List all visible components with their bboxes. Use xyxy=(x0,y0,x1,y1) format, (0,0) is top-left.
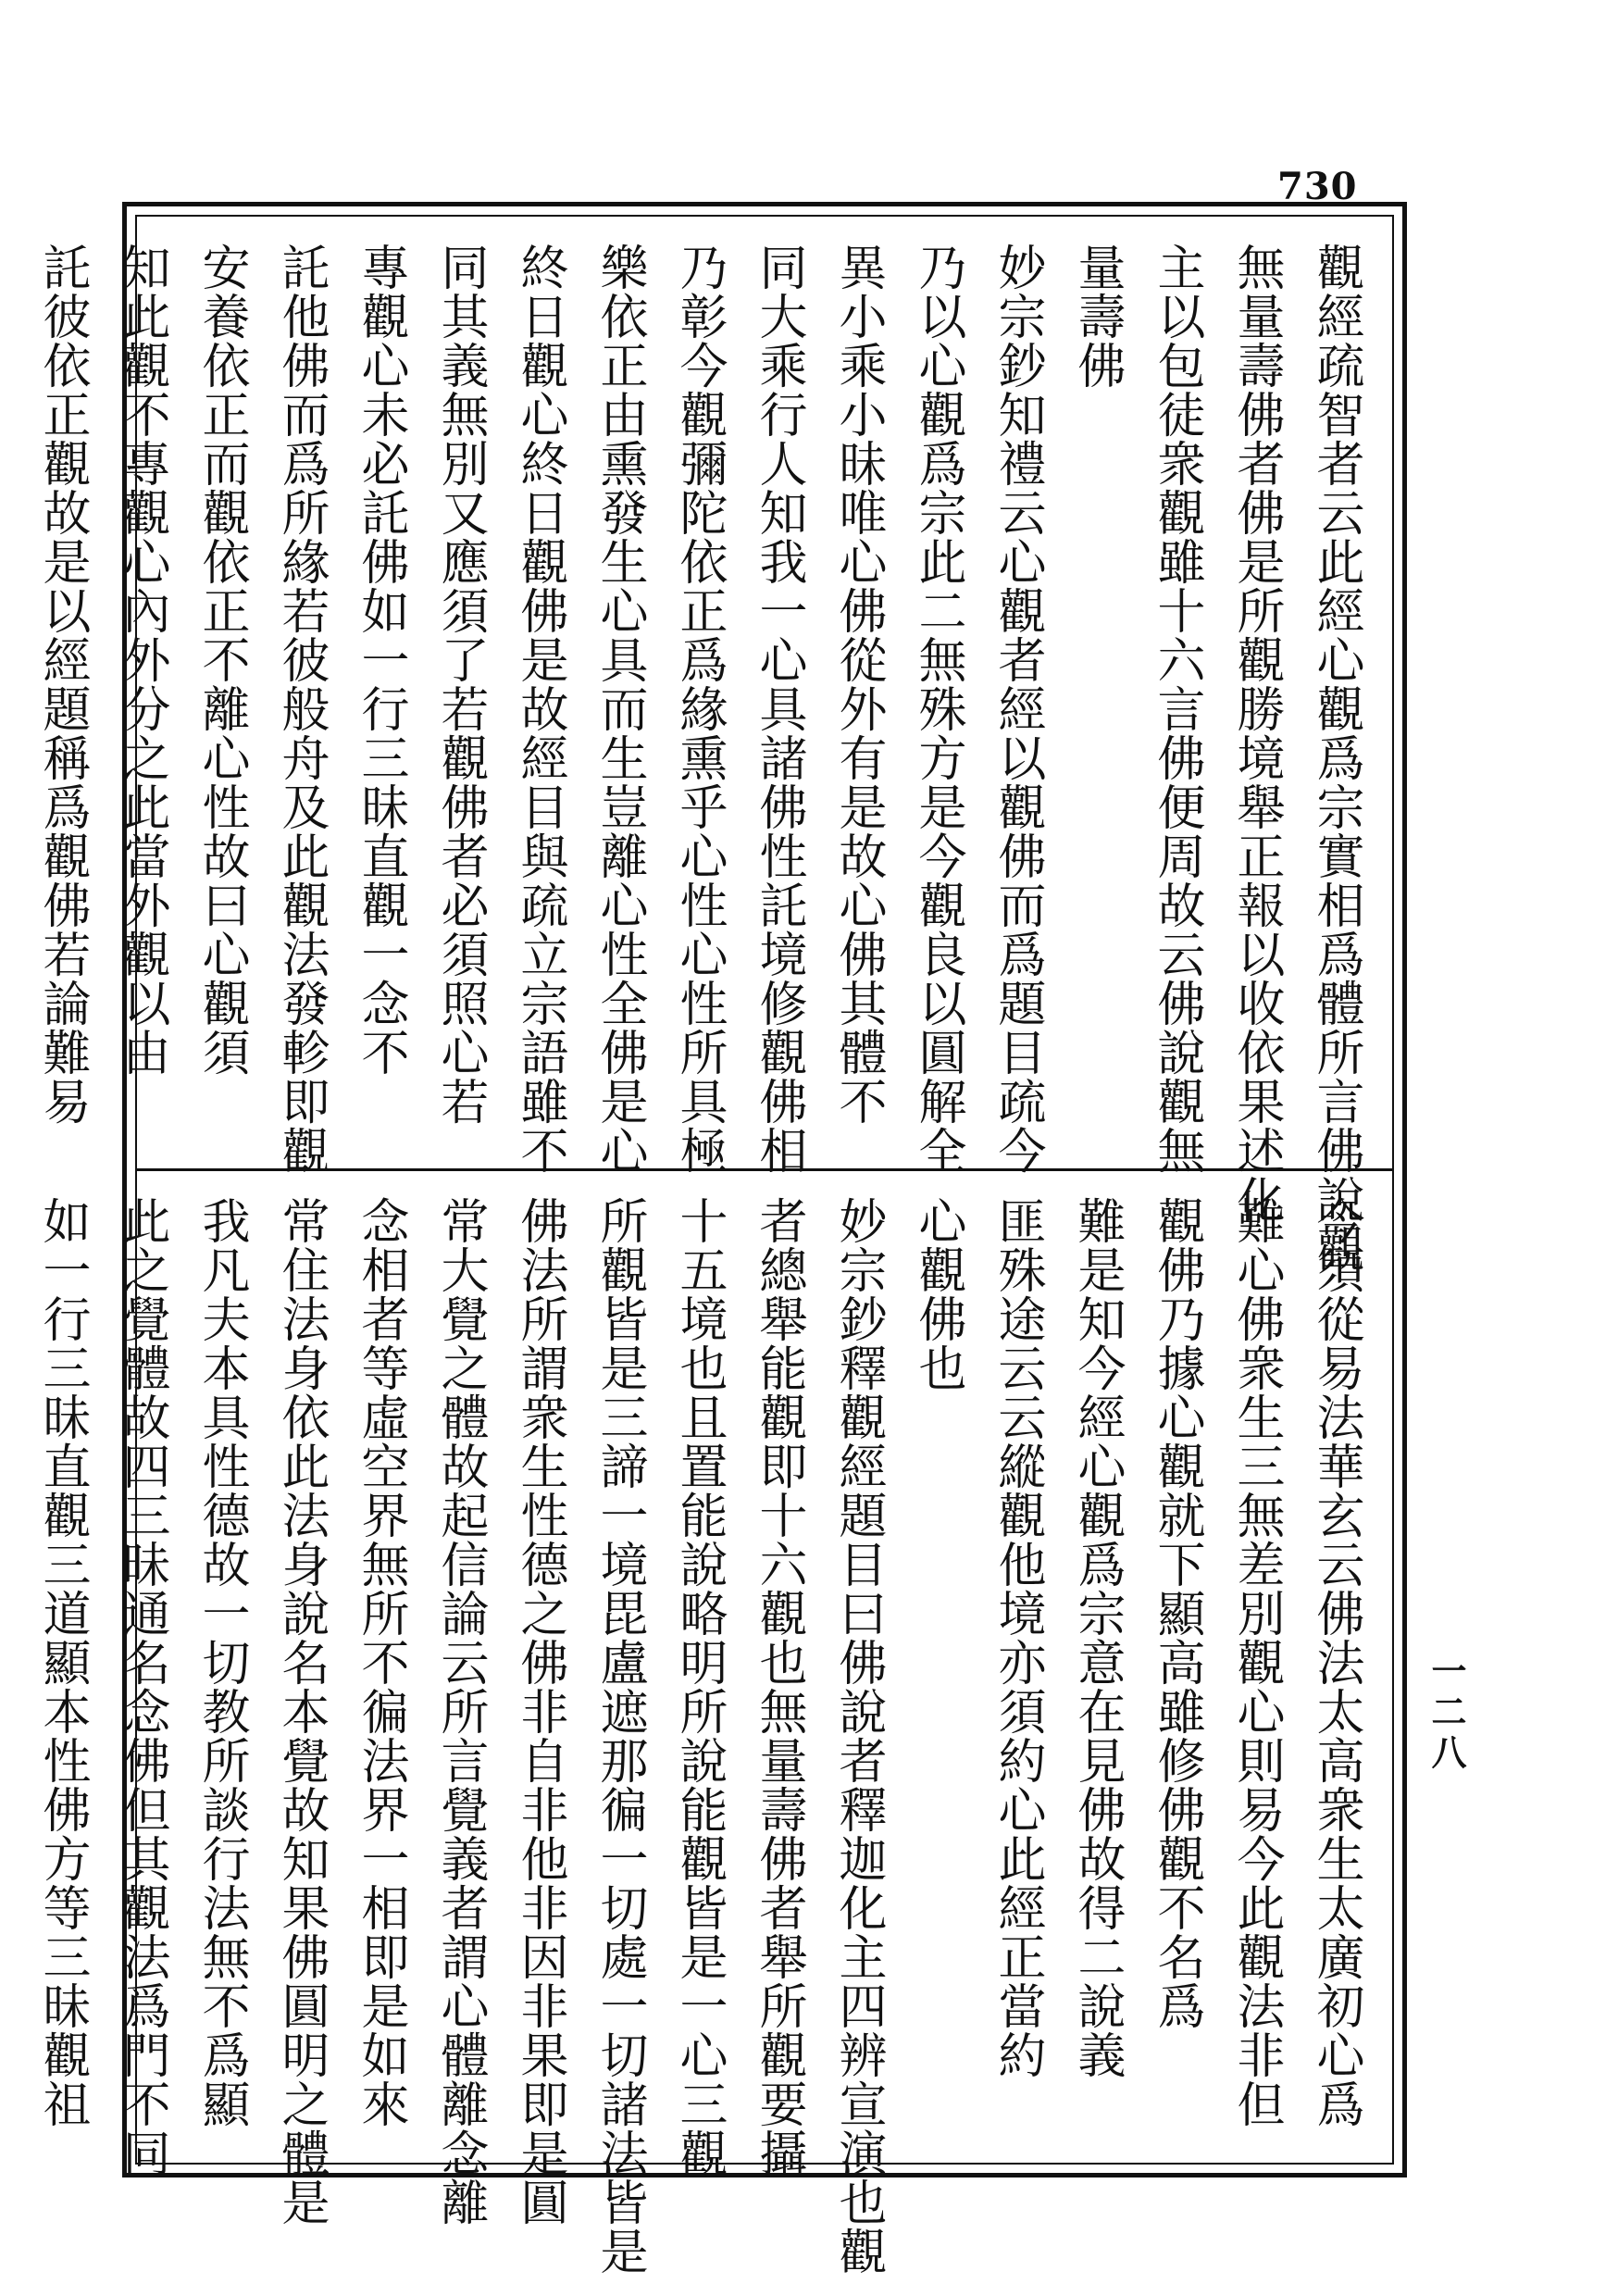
text-column: 妙宗鈔知禮云心觀者經以觀佛而爲題目疏今 xyxy=(989,243,1045,1175)
text-column: 主以包徒衆觀雖十六言佛便周故云佛說觀無 xyxy=(1149,243,1204,1175)
text-column: 今須從易法華玄云佛法太高衆生太廣初心爲 xyxy=(1308,1196,1363,2128)
text-column: 託他佛而爲所緣若彼般舟及此觀法發軫即觀 xyxy=(273,243,329,1175)
text-column: 佛法所謂衆生性德之佛非自非他非因非果即是圓 xyxy=(512,1196,567,2227)
text-column: 心觀佛也 xyxy=(910,1196,965,1392)
text-column: 終日觀心終日觀佛是故經目與疏立宗語雖不 xyxy=(512,243,567,1175)
bottom-text-block xyxy=(34,1196,1375,2276)
top-text-block xyxy=(34,243,1375,1273)
text-column: 觀佛乃據心觀就下顯高雖修佛觀不名爲 xyxy=(1149,1196,1204,2030)
text-column: 觀經疏智者云此經心觀爲宗實相爲體所言佛說觀 xyxy=(1308,243,1363,1273)
text-column: 難是知今經心觀爲宗意在見佛故得二說義 xyxy=(1069,1196,1125,2079)
text-column: 我凡夫本具性德故一切教所談行法無不爲顯 xyxy=(193,1196,249,2128)
side-page-label: 一二八 xyxy=(1425,1653,1467,1775)
text-column: 託彼依正觀故是以經題稱爲觀佛若論難易 xyxy=(34,243,90,1126)
text-column: 樂依正由熏發生心具而生豈離心性全佛是心 xyxy=(591,243,647,1175)
text-column: 此之覺體故四三昧通名念佛但其觀法爲門不同 xyxy=(114,1196,169,2177)
text-column: 異小乘小昧唯心佛從外有是故心佛其體不 xyxy=(830,243,886,1126)
text-column: 無量壽佛者佛是所觀勝境舉正報以收依果述化 xyxy=(1228,243,1284,1224)
text-column: 乃以心觀爲宗此二無殊方是今觀良以圓解全 xyxy=(910,243,965,1175)
text-column: 匪殊途云云縱觀他境亦須約心此經正當約 xyxy=(989,1196,1045,2079)
text-column: 如一行三昧直觀三道顯本性佛方等三昧觀祖 xyxy=(34,1196,90,2128)
text-column: 常大覺之體故起信論云所言覺義者謂心體離念離 xyxy=(432,1196,488,2227)
text-column: 乃彰今觀彌陀依正爲緣熏乎心性心性所具極 xyxy=(671,243,727,1175)
text-column: 知此觀不專觀心內外分之此當外觀以由 xyxy=(114,243,169,1077)
text-column: 同大乘行人知我一心具諸佛性託境修觀佛相 xyxy=(751,243,806,1175)
text-column: 十五境也且置能說略明所說能觀皆是一心三觀 xyxy=(671,1196,727,2177)
page-number: 730 xyxy=(1277,165,1358,208)
text-column: 同其義無別又應須了若觀佛者必須照心若 xyxy=(432,243,488,1126)
text-column: 妙宗鈔釋觀經題目曰佛說者釋迦化主四辨宣演也觀 xyxy=(830,1196,886,2276)
text-column: 所觀皆是三諦一境毘盧遮那徧一切處一切諸法皆是 xyxy=(591,1196,647,2276)
text-column: 者總舉能觀即十六觀也無量壽佛者舉所觀要攝 xyxy=(751,1196,806,2177)
text-column: 安養依正而觀依正不離心性故曰心觀須 xyxy=(193,243,249,1077)
text-column: 量壽佛 xyxy=(1069,243,1125,390)
text-column: 常住法身依此法身說名本覺故知果佛圓明之體是 xyxy=(273,1196,329,2227)
text-column: 專觀心未必託佛如一行三昧直觀一念不 xyxy=(353,243,408,1077)
text-column: 念相者等虛空界無所不徧法界一相即是如來 xyxy=(353,1196,408,2128)
text-column: 難心佛衆生三無差別觀心則易今此觀法非但 xyxy=(1228,1196,1284,2128)
